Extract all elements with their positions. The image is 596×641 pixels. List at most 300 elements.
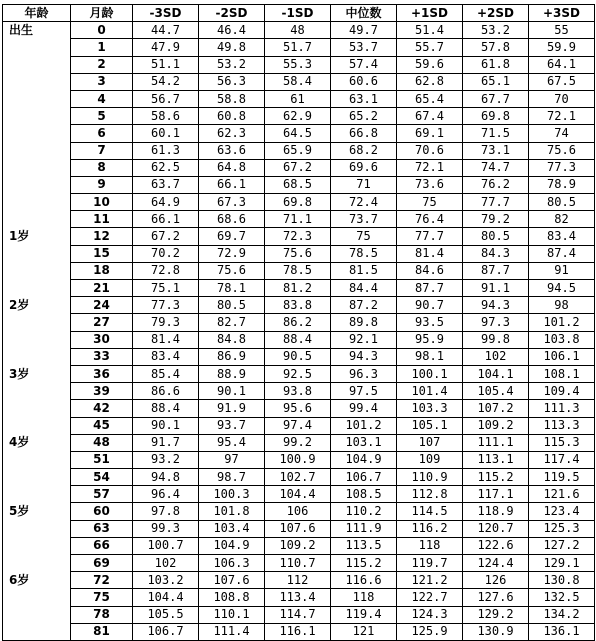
month-cell: 2 [71,56,133,73]
plus3sd-cell: 111.3 [529,400,595,417]
plus1sd-cell: 84.6 [397,262,463,279]
header-minus2sd: -2SD [199,5,265,22]
plus1sd-cell: 67.4 [397,108,463,125]
minus1sd-cell: 71.1 [265,211,331,228]
median-cell: 115.2 [331,555,397,572]
minus3sd-cell: 77.3 [133,297,199,314]
minus3sd-cell: 96.4 [133,486,199,503]
minus2sd-cell: 66.1 [199,176,265,193]
minus2sd-cell: 82.7 [199,314,265,331]
minus2sd-cell: 72.9 [199,245,265,262]
minus1sd-cell: 83.8 [265,297,331,314]
plus1sd-cell: 72.1 [397,159,463,176]
header-minus1sd: -1SD [265,5,331,22]
minus3sd-cell: 105.5 [133,606,199,623]
plus1sd-cell: 112.8 [397,486,463,503]
month-cell: 0 [71,22,133,39]
minus3sd-cell: 100.7 [133,537,199,554]
plus3sd-cell: 129.1 [529,555,595,572]
table-row [3,469,595,486]
minus2sd-cell: 78.1 [199,280,265,297]
minus1sd-cell: 86.2 [265,314,331,331]
minus1sd-cell: 72.3 [265,228,331,245]
plus1sd-cell: 90.7 [397,297,463,314]
minus2sd-cell: 56.3 [199,73,265,90]
month-cell: 8 [71,159,133,176]
median-cell: 104.9 [331,451,397,468]
plus2sd-cell: 120.7 [463,520,529,537]
median-cell: 60.6 [331,73,397,90]
minus3sd-cell: 102 [133,555,199,572]
minus3sd-cell: 54.2 [133,73,199,90]
minus2sd-cell: 86.9 [199,348,265,365]
table-row [3,348,595,365]
minus1sd-cell: 99.2 [265,434,331,451]
plus3sd-cell: 70 [529,90,595,107]
minus3sd-cell: 60.1 [133,125,199,142]
median-cell: 103.1 [331,434,397,451]
minus3sd-cell: 51.1 [133,56,199,73]
minus1sd-cell: 97.4 [265,417,331,434]
plus2sd-cell: 111.1 [463,434,529,451]
plus3sd-cell: 55 [529,22,595,39]
minus1sd-cell: 116.1 [265,623,331,640]
median-cell: 53.7 [331,39,397,56]
median-cell: 108.5 [331,486,397,503]
minus1sd-cell: 81.2 [265,280,331,297]
minus1sd-cell: 114.7 [265,606,331,623]
minus3sd-cell: 106.7 [133,623,199,640]
month-cell: 54 [71,469,133,486]
table-row [3,572,595,589]
minus3sd-cell: 64.9 [133,194,199,211]
minus2sd-cell: 46.4 [199,22,265,39]
header-minus3sd: -3SD [133,5,199,22]
plus3sd-cell: 134.2 [529,606,595,623]
age-cell: 1岁 [3,228,71,245]
minus1sd-cell: 62.9 [265,108,331,125]
minus1sd-cell: 90.5 [265,348,331,365]
month-cell: 75 [71,589,133,606]
month-cell: 27 [71,314,133,331]
table-row [3,623,595,640]
minus2sd-cell: 106.3 [199,555,265,572]
median-cell: 78.5 [331,245,397,262]
table-row [3,589,595,606]
median-cell: 87.2 [331,297,397,314]
plus2sd-cell: 118.9 [463,503,529,520]
table-row [3,73,595,90]
minus3sd-cell: 104.4 [133,589,199,606]
plus2sd-cell: 67.7 [463,90,529,107]
month-cell: 57 [71,486,133,503]
median-cell: 116.6 [331,572,397,589]
minus1sd-cell: 65.9 [265,142,331,159]
table-row [3,262,595,279]
median-cell: 92.1 [331,331,397,348]
plus1sd-cell: 100.1 [397,365,463,382]
plus2sd-cell: 87.7 [463,262,529,279]
plus3sd-cell: 132.5 [529,589,595,606]
plus2sd-cell: 57.8 [463,39,529,56]
plus1sd-cell: 98.1 [397,348,463,365]
minus1sd-cell: 106 [265,503,331,520]
plus1sd-cell: 110.9 [397,469,463,486]
plus2sd-cell: 97.3 [463,314,529,331]
plus1sd-cell: 87.7 [397,280,463,297]
age-cell [3,451,71,468]
plus3sd-cell: 64.1 [529,56,595,73]
age-cell: 4岁 [3,434,71,451]
minus1sd-cell: 102.7 [265,469,331,486]
age-cell [3,520,71,537]
plus1sd-cell: 107 [397,434,463,451]
month-cell: 3 [71,73,133,90]
plus1sd-cell: 109 [397,451,463,468]
month-cell: 1 [71,39,133,56]
minus1sd-cell: 100.9 [265,451,331,468]
minus1sd-cell: 48 [265,22,331,39]
minus2sd-cell: 107.6 [199,572,265,589]
median-cell: 66.8 [331,125,397,142]
age-cell: 6岁 [3,572,71,589]
plus1sd-cell: 114.5 [397,503,463,520]
growth-table-container [2,4,595,641]
table-row [3,434,595,451]
plus2sd-cell: 127.6 [463,589,529,606]
plus2sd-cell: 80.5 [463,228,529,245]
table-row [3,503,595,520]
table-row [3,228,595,245]
month-cell: 39 [71,383,133,400]
age-cell [3,331,71,348]
month-cell: 21 [71,280,133,297]
age-cell [3,486,71,503]
month-cell: 72 [71,572,133,589]
month-cell: 12 [71,228,133,245]
minus1sd-cell: 92.5 [265,365,331,382]
month-cell: 30 [71,331,133,348]
median-cell: 121 [331,623,397,640]
minus3sd-cell: 90.1 [133,417,199,434]
month-cell: 5 [71,108,133,125]
age-cell [3,383,71,400]
plus2sd-cell: 73.1 [463,142,529,159]
minus2sd-cell: 75.6 [199,262,265,279]
minus3sd-cell: 44.7 [133,22,199,39]
plus2sd-cell: 130.9 [463,623,529,640]
minus1sd-cell: 104.4 [265,486,331,503]
month-cell: 42 [71,400,133,417]
plus1sd-cell: 55.7 [397,39,463,56]
month-cell: 18 [71,262,133,279]
minus1sd-cell: 88.4 [265,331,331,348]
plus2sd-cell: 104.1 [463,365,529,382]
minus1sd-cell: 55.3 [265,56,331,73]
minus2sd-cell: 49.8 [199,39,265,56]
age-cell [3,469,71,486]
minus1sd-cell: 95.6 [265,400,331,417]
table-row [3,211,595,228]
month-cell: 33 [71,348,133,365]
minus2sd-cell: 104.9 [199,537,265,554]
plus3sd-cell: 130.8 [529,572,595,589]
plus3sd-cell: 98 [529,297,595,314]
plus1sd-cell: 73.6 [397,176,463,193]
plus2sd-cell: 74.7 [463,159,529,176]
minus1sd-cell: 113.4 [265,589,331,606]
month-cell: 10 [71,194,133,211]
plus1sd-cell: 75 [397,194,463,211]
age-cell [3,125,71,142]
age-cell [3,39,71,56]
plus2sd-cell: 105.4 [463,383,529,400]
plus1sd-cell: 124.3 [397,606,463,623]
minus2sd-cell: 63.6 [199,142,265,159]
minus1sd-cell: 61 [265,90,331,107]
minus2sd-cell: 95.4 [199,434,265,451]
plus3sd-cell: 113.3 [529,417,595,434]
plus2sd-cell: 102 [463,348,529,365]
table-row [3,159,595,176]
minus2sd-cell: 88.9 [199,365,265,382]
plus2sd-cell: 122.6 [463,537,529,554]
age-cell: 5岁 [3,503,71,520]
plus3sd-cell: 67.5 [529,73,595,90]
minus2sd-cell: 58.8 [199,90,265,107]
plus2sd-cell: 77.7 [463,194,529,211]
minus2sd-cell: 98.7 [199,469,265,486]
minus3sd-cell: 63.7 [133,176,199,193]
month-cell: 15 [71,245,133,262]
minus2sd-cell: 62.3 [199,125,265,142]
median-cell: 113.5 [331,537,397,554]
minus1sd-cell: 51.7 [265,39,331,56]
month-cell: 48 [71,434,133,451]
table-row [3,22,595,39]
median-cell: 65.2 [331,108,397,125]
month-cell: 6 [71,125,133,142]
median-cell: 101.2 [331,417,397,434]
plus2sd-cell: 99.8 [463,331,529,348]
median-cell: 75 [331,228,397,245]
plus1sd-cell: 121.2 [397,572,463,589]
plus2sd-cell: 124.4 [463,555,529,572]
plus1sd-cell: 105.1 [397,417,463,434]
minus1sd-cell: 109.2 [265,537,331,554]
minus2sd-cell: 67.3 [199,194,265,211]
median-cell: 63.1 [331,90,397,107]
plus3sd-cell: 74 [529,125,595,142]
table-row [3,297,595,314]
month-cell: 78 [71,606,133,623]
table-row [3,365,595,382]
median-cell: 71 [331,176,397,193]
minus3sd-cell: 47.9 [133,39,199,56]
plus1sd-cell: 93.5 [397,314,463,331]
plus3sd-cell: 75.6 [529,142,595,159]
minus3sd-cell: 56.7 [133,90,199,107]
median-cell: 73.7 [331,211,397,228]
minus3sd-cell: 88.4 [133,400,199,417]
table-row [3,606,595,623]
month-cell: 66 [71,537,133,554]
plus3sd-cell: 59.9 [529,39,595,56]
minus2sd-cell: 68.6 [199,211,265,228]
age-cell [3,314,71,331]
plus2sd-cell: 94.3 [463,297,529,314]
minus2sd-cell: 91.9 [199,400,265,417]
header-plus1sd: +1SD [397,5,463,22]
median-cell: 97.5 [331,383,397,400]
minus1sd-cell: 68.5 [265,176,331,193]
table-row [3,142,595,159]
age-cell [3,90,71,107]
plus1sd-cell: 103.3 [397,400,463,417]
plus2sd-cell: 91.1 [463,280,529,297]
table-row [3,314,595,331]
plus1sd-cell: 62.8 [397,73,463,90]
median-cell: 69.6 [331,159,397,176]
plus2sd-cell: 69.8 [463,108,529,125]
median-cell: 57.4 [331,56,397,73]
age-cell [3,262,71,279]
plus3sd-cell: 91 [529,262,595,279]
minus2sd-cell: 111.4 [199,623,265,640]
plus2sd-cell: 84.3 [463,245,529,262]
month-cell: 45 [71,417,133,434]
minus2sd-cell: 90.1 [199,383,265,400]
plus3sd-cell: 117.4 [529,451,595,468]
minus3sd-cell: 94.8 [133,469,199,486]
month-cell: 36 [71,365,133,382]
table-row [3,486,595,503]
plus2sd-cell: 71.5 [463,125,529,142]
minus3sd-cell: 75.1 [133,280,199,297]
plus2sd-cell: 65.1 [463,73,529,90]
median-cell: 68.2 [331,142,397,159]
header-plus2sd: +2SD [463,5,529,22]
table-row [3,176,595,193]
minus2sd-cell: 101.8 [199,503,265,520]
age-cell [3,159,71,176]
median-cell: 106.7 [331,469,397,486]
age-cell [3,56,71,73]
plus2sd-cell: 79.2 [463,211,529,228]
plus2sd-cell: 107.2 [463,400,529,417]
age-cell [3,417,71,434]
plus3sd-cell: 94.5 [529,280,595,297]
table-row [3,56,595,73]
table-row [3,555,595,572]
minus1sd-cell: 67.2 [265,159,331,176]
table-row [3,90,595,107]
plus3sd-cell: 80.5 [529,194,595,211]
plus3sd-cell: 106.1 [529,348,595,365]
plus1sd-cell: 81.4 [397,245,463,262]
table-row [3,451,595,468]
age-cell [3,537,71,554]
median-cell: 111.9 [331,520,397,537]
plus3sd-cell: 82 [529,211,595,228]
month-cell: 63 [71,520,133,537]
month-cell: 81 [71,623,133,640]
table-row [3,400,595,417]
minus2sd-cell: 84.8 [199,331,265,348]
height-growth-table [2,4,595,641]
table-row [3,331,595,348]
age-cell [3,194,71,211]
minus1sd-cell: 69.8 [265,194,331,211]
age-cell [3,400,71,417]
minus1sd-cell: 64.5 [265,125,331,142]
minus2sd-cell: 60.8 [199,108,265,125]
plus3sd-cell: 115.3 [529,434,595,451]
plus1sd-cell: 119.7 [397,555,463,572]
minus1sd-cell: 93.8 [265,383,331,400]
month-cell: 9 [71,176,133,193]
plus1sd-cell: 118 [397,537,463,554]
plus3sd-cell: 87.4 [529,245,595,262]
plus2sd-cell: 126 [463,572,529,589]
minus3sd-cell: 103.2 [133,572,199,589]
table-row [3,280,595,297]
header-median: 中位数 [331,5,397,22]
plus3sd-cell: 83.4 [529,228,595,245]
month-cell: 69 [71,555,133,572]
table-row [3,125,595,142]
median-cell: 99.4 [331,400,397,417]
minus3sd-cell: 85.4 [133,365,199,382]
minus2sd-cell: 97 [199,451,265,468]
header-age: 年龄 [3,5,71,22]
minus1sd-cell: 112 [265,572,331,589]
minus3sd-cell: 86.6 [133,383,199,400]
age-cell [3,108,71,125]
age-cell [3,555,71,572]
plus3sd-cell: 121.6 [529,486,595,503]
table-row [3,108,595,125]
plus3sd-cell: 101.2 [529,314,595,331]
median-cell: 49.7 [331,22,397,39]
table-row [3,245,595,262]
minus3sd-cell: 72.8 [133,262,199,279]
median-cell: 96.3 [331,365,397,382]
median-cell: 110.2 [331,503,397,520]
minus2sd-cell: 110.1 [199,606,265,623]
minus3sd-cell: 79.3 [133,314,199,331]
median-cell: 81.5 [331,262,397,279]
minus3sd-cell: 61.3 [133,142,199,159]
age-cell [3,142,71,159]
plus3sd-cell: 125.3 [529,520,595,537]
plus2sd-cell: 117.1 [463,486,529,503]
minus2sd-cell: 53.2 [199,56,265,73]
plus2sd-cell: 109.2 [463,417,529,434]
table-row [3,39,595,56]
plus3sd-cell: 109.4 [529,383,595,400]
age-cell [3,606,71,623]
minus3sd-cell: 97.8 [133,503,199,520]
median-cell: 72.4 [331,194,397,211]
plus1sd-cell: 122.7 [397,589,463,606]
minus3sd-cell: 62.5 [133,159,199,176]
minus2sd-cell: 80.5 [199,297,265,314]
table-row [3,520,595,537]
month-cell: 4 [71,90,133,107]
plus1sd-cell: 76.4 [397,211,463,228]
plus1sd-cell: 77.7 [397,228,463,245]
